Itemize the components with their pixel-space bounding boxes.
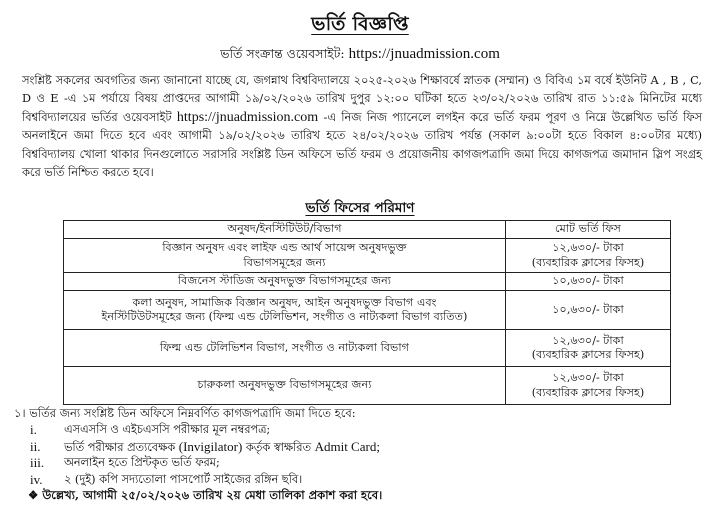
list-item [0,439,720,456]
website-line [0,46,720,66]
table-row [64,367,671,405]
table-row [64,330,671,367]
website-label: ভর্তি সংক্রান্ত ওয়েবসাইট: [220,46,345,61]
fee-table [63,220,671,405]
paragraph-part1: সংশ্লিষ্ট সকলের অবগতির জন্য জানানো যাচ্ছে যে, জগন্নাথ বিশ্ববিদ্যালয়ে ২০২৫-২০২৬ শিক্ষাবর্ষে স্নাতক (সম্মান) ও বিবিএ ১ম বর্ষে ইউনিট A , B , C, D ও E -এ ১ম পর্যায়ে বিষয় প্রাপ্তদের আগামী ১৯/০২/২০২৬ তারিখ দুপুর ১২:০০ ঘটিকা হতে ২৩/০২/২০২৬ তারিখ রাত ১১:৫৯ মিনিটের মধ্যে বিশ্ববিদ্যালয়ের ভর্তির ওয়েবসাইট [22,74,702,124]
list-item-text: এসএসসি ও এইচএসসি পরীক্ষার মূল নম্বরপত্র; [64,423,271,436]
table-row [64,291,671,330]
paragraph-part2: -এ নিজ নিজ প্যানেলে লগইন করে ভর্তি ফরম পূরণ ও নিম্নে উল্লেখিত ভর্তি ফিস অনলাইনে জমা দিতে হবে এবং আগামী ১৯/০২/২০২৬ তারিখ হতে ২৪/০২/২০২৬ তারিখ পর্যন্ত (সকাল ৯:০০টা হতে বিকাল ৪:০০টার মধ্যে) বিশ্ববিদ্যালয় খোলা থাকার দিনগুলোতে সরাসরি সংশ্লিষ্ট ডিন অফিসে ভর্তি ফরম ও প্রয়োজনীয় কাগজপত্রাদি জমা দিয়ে কাগজপত্র জমাদান স্লিপ সংগ্রহ করে ভর্তি নিশ্চিত করতে হবে। [22,110,703,180]
fee-cell: ১২,৬৩০/- টাকা (ব্যবহারিক ক্লাসের ফিসহ) [506,367,671,405]
list-item [0,455,720,472]
fee-section-title: ভর্তি ফিসের পরিমাণ [305,200,415,216]
list-item-number: iv. [30,471,43,487]
header-department: অনুষদ/ইনস্টিটিউট/বিভাগ [64,221,506,239]
notice-title: ভর্তি বিজ্ঞপ্তি [311,13,409,35]
merit-list-note: ❖ উল্লেখ্য, আগামী ২৫/০২/২০২৬ তারিখ ২য় মেধা তালিকা প্রকাশ করা হবে। [28,488,383,502]
list-item [0,472,720,489]
list-item-text: ভর্তি পরীক্ষার প্রত্যবেক্ষক (Invigilator) কর্তৃক স্বাক্ষরিত Admit Card; [64,438,380,454]
fee-table-header [64,221,671,239]
table-row [64,273,671,291]
department-cell: বিজনেস স্টাডিজ অনুষদভুক্ত বিভাগসমূহের জন্য [64,273,506,291]
website-link[interactable]: https://jnuadmission.com [348,46,500,62]
paragraph-website-link[interactable]: https://jnuadmission.com [176,109,319,125]
department-cell: বিজ্ঞান অনুষদ এবং লাইফ এন্ড আর্থ সায়েন্স অনুষদভুক্ত বিভাগসমূহের জন্য [64,239,506,273]
requirements-list [0,422,720,488]
department-cell: ফিল্ম এন্ড টেলিভিশন বিভাগ, সংগীত ও নাট্যকলা বিভাগ [64,330,506,367]
fee-cell: ১২,৬৩০/- টাকা (ব্যবহারিক ক্লাসের ফিসহ) [506,239,671,273]
table-row [64,239,671,273]
list-item [0,422,720,439]
fee-cell: ১০,৬৩০/- টাকা [506,291,671,330]
notice-paragraph [22,72,702,182]
list-item-number: i. [30,422,37,437]
list-item-number: iii. [30,455,45,470]
department-cell: কলা অনুষদ, সামাজিক বিজ্ঞান অনুষদ, আইন অনুষদভুক্ত বিভাগ এবং ইনস্টিটিউটসমূহের জন্য (ফিল্ম এন্ড টেলিভিশন, সংগীত ও নাট্যকলা বিভাগ ব্যতিত) [64,291,506,330]
header-total-fee: মোট ভর্তি ফিস [506,221,671,239]
list-item-number: ii. [30,438,41,454]
list-item-text: অনলাইন হতে প্রিন্টকৃত ভর্তি ফরম; [64,456,220,469]
list-item-text: ২ (দুই) কপি সদ্যতোলা পাসপোর্ট সাইজের রঙ্গিন ছবি। [64,472,303,486]
department-cell: চারুকলা অনুষদভুক্ত বিভাগসমূহের জন্য [64,367,506,405]
fee-cell: ১২,৬৩০/- টাকা (ব্যবহারিক ক্লাসের ফিসহ) [506,330,671,367]
requirements-heading: ১। ভর্তির জন্য সংশ্লিষ্ট ডিন অফিসে নিম্নবর্ণিত কাগজপত্রাদি জমা দিতে হবে: [14,406,356,420]
fee-cell: ১০,৬৩০/- টাকা [506,273,671,291]
